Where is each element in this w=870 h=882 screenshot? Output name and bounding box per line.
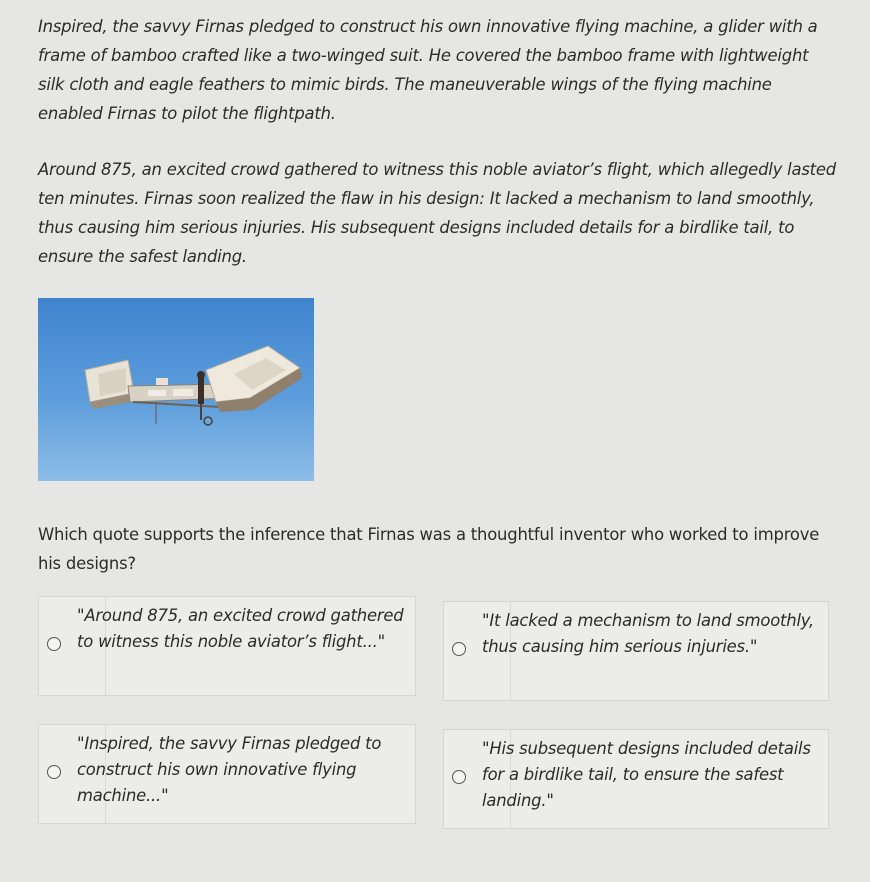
- option-d-text: "His subsequent designs included details for a birdlike tail, to ensure the safest landing.": [482, 739, 811, 810]
- radio-button-a[interactable]: [47, 637, 61, 651]
- option-a-text: "Around 875, an excited crowd gathered to witness this noble aviator’s flight...": [77, 606, 404, 651]
- glider-photo: [38, 298, 314, 481]
- radio-button-d[interactable]: [452, 770, 466, 784]
- option-b-text: "It lacked a mechanism to land smoothly, thus causing him serious injuries.": [482, 611, 815, 656]
- answer-option-c[interactable]: [38, 724, 416, 824]
- radio-button-c[interactable]: [47, 765, 61, 779]
- answer-option-a[interactable]: [38, 596, 416, 696]
- passage-paragraph-1: Inspired, the savvy Firnas pledged to construct his own innovative flying machine, a glider with a frame of bamboo crafted like a two-winged suit. He covered the bamboo frame with lightweight silk cloth and eagle feathers to mimic birds. The maneuverable wings of the flying machine enabled Firnas to pilot the flightpath.: [38, 17, 818, 123]
- glider-illustration: [38, 298, 314, 481]
- answer-option-d[interactable]: [443, 729, 829, 829]
- question-text: Which quote supports the inference that Firnas was a thoughtful inventor who worked to improve his designs?: [38, 525, 820, 573]
- passage-paragraph-2: Around 875, an excited crowd gathered to witness this noble aviator’s flight, which allegedly lasted ten minutes. Firnas soon realized the flaw in his design: It lacked a mechanism to land smoothly, thus causing him serious injuries. His subsequent designs included details for a birdlike tail, to ensure the safest landing.: [38, 160, 836, 266]
- option-c-text: "Inspired, the savvy Firnas pledged to construct his own innovative flying machine...": [77, 734, 382, 805]
- radio-button-b[interactable]: [452, 642, 466, 656]
- answer-option-b[interactable]: [443, 601, 829, 701]
